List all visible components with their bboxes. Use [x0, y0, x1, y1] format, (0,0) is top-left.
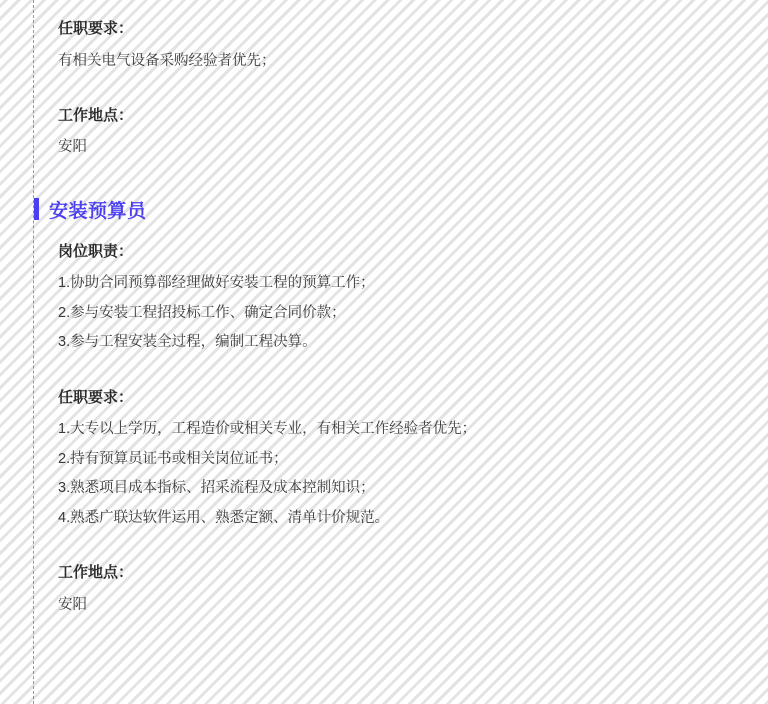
block-heading: 岗位职责： [58, 242, 134, 260]
block-spacer [34, 361, 734, 387]
block-item: 安阳 [58, 596, 87, 613]
block-item: 安阳 [58, 139, 87, 156]
job-section-previous-tail [34, 12, 734, 160]
block-heading: 任职要求： [58, 388, 134, 406]
block-heading: 工作地点： [58, 106, 134, 124]
block-item: 1.协助合同预算部经理做好安装工程的预算工作； [58, 275, 375, 292]
block-heading: 任职要求： [58, 20, 134, 37]
block-heading: 工作地点： [58, 564, 134, 582]
job-title-row [34, 196, 734, 223]
work-location-block [58, 562, 734, 617]
block-spacer [34, 536, 734, 562]
bottom-spacer [34, 623, 734, 663]
requirements-block [58, 387, 734, 530]
document-content [34, 0, 734, 663]
responsibilities-block [58, 241, 734, 355]
block-item: 2.持有预算员证书或相关岗位证书； [58, 450, 288, 467]
block-spacer [34, 79, 734, 105]
block-item: 2.参与安装工程招投标工作、确定合同价款； [58, 304, 346, 321]
accent-bar-icon [34, 198, 39, 220]
job-title: 安装预算员 [49, 200, 147, 222]
block-item: 3.参与工程安装全过程，编制工程决算。 [58, 334, 317, 351]
requirements-block [58, 12, 734, 73]
block-item: 4.熟悉广联达软件运用、熟悉定额、清单计价规范。 [58, 509, 390, 526]
block-item: 3.熟悉项目成本指标、招采流程及成本控制知识； [58, 480, 375, 497]
block-item: 有相关电气设备采购经验者优先； [58, 52, 276, 69]
block-item: 1.大专以上学历，工程造价或相关专业，有相关工作经验者优先； [58, 421, 477, 438]
work-location-block [58, 105, 734, 160]
job-section-installation-budget-officer [34, 196, 734, 663]
